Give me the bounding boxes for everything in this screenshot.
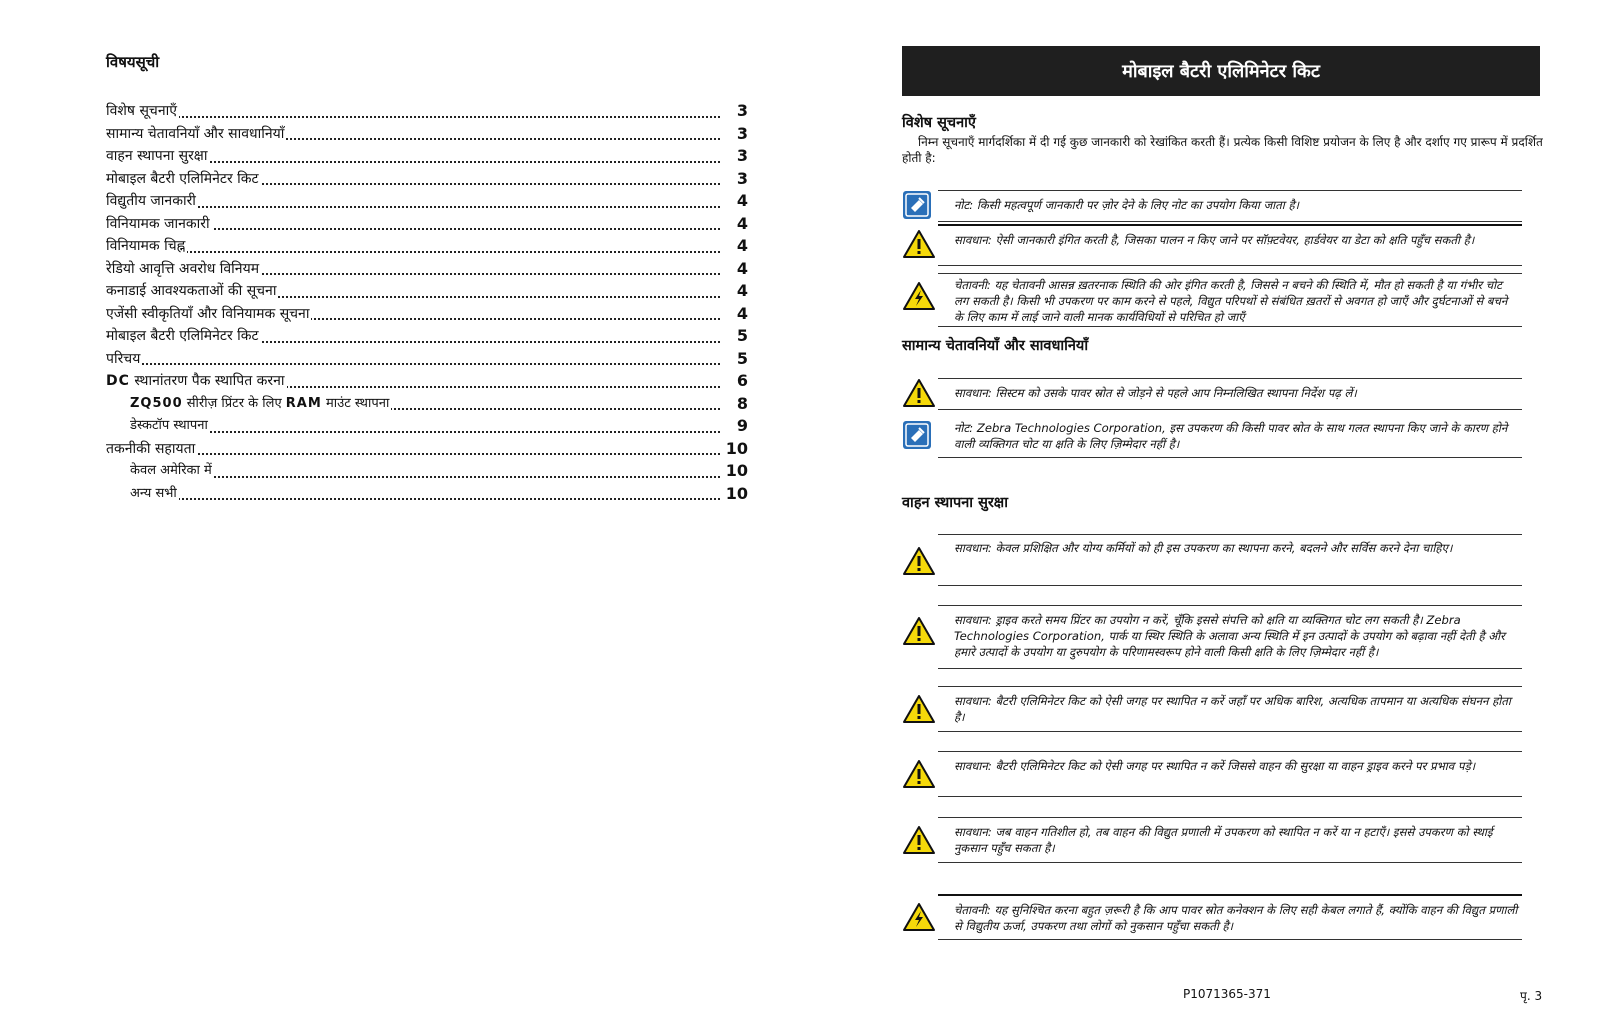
- toc-entry-label-en: DC: [106, 373, 130, 389]
- note-icon: [902, 420, 934, 450]
- notice-text: चेतावनी: यह चेतावनी आसन्न ख़तरनाक स्थिति की ओर इंगित करती है, जिससे न बचने की स्थिति में, मौत हो सकती है या गंभीर चोट लग सकती है। किसी भी उपकरण पर काम करने से पहले, विद्युत परिपथों से संबंधित ख़तरों से अवगत हो जाएँ और दुर्घटनाओं से बचने के लिए काम में लाई जाने वाली मानक कार्यविधियों से परिचित हो जाएँ: [938, 273, 1522, 327]
- toc-entry[interactable]: [106, 280, 748, 303]
- toc-entry-label: रेडियो आवृत्ति अवरोध विनियम: [106, 260, 260, 277]
- notice-caution: [902, 817, 1522, 863]
- toc-entry-label-hi: सीरीज़ प्रिंटर के लिए: [186, 395, 282, 411]
- notice-text: नोट: Zebra Technologies Corporation, इस उपकरण की किसी पावर स्रोत के साथ गलत स्थापना किए जाने के कारण होने वाली व्यक्तिगत चोट या क्षति के लिए ज़िम्मेदार नहीं है।: [938, 414, 1522, 458]
- toc-entry-label: परिचय: [106, 350, 141, 367]
- toc-entry[interactable]: [106, 438, 748, 461]
- toc-entry-label: विशेष सूचनाएँ: [106, 103, 177, 119]
- toc-entry[interactable]: [106, 325, 748, 348]
- toc-entry[interactable]: [106, 370, 748, 393]
- chapter-banner: मोबाइल बैटरी एलिमिनेटर किट: [902, 46, 1540, 96]
- toc-subentry[interactable]: [130, 483, 748, 506]
- toc-entry-label: मोबाइल बैटरी एलिमिनेटर किट: [106, 170, 259, 187]
- toc-entry[interactable]: [106, 258, 748, 281]
- notice-text: सावधान: बैटरी एलिमिनेटर किट को ऐसी जगह पर स्थापित न करें जिससे वाहन की सुरक्षा या वाहन ड्राइव करने पर प्रभाव पड़े।: [938, 751, 1522, 797]
- caution-icon: [902, 229, 934, 259]
- section-heading-special-notices: विशेष सूचनाएँ: [902, 115, 976, 131]
- notice-note: [902, 190, 1522, 222]
- section-heading-general-warnings: सामान्य चेतावनियाँ और सावधानियाँ: [902, 338, 1089, 354]
- toc-entry-page: 4: [735, 280, 748, 303]
- toc-entry-page: 4: [735, 258, 748, 281]
- toc-entry-label: विद्युतीय जानकारी: [106, 193, 196, 209]
- toc-entry-page: 6: [735, 370, 748, 393]
- toc-entry[interactable]: [106, 213, 748, 236]
- toc-entry-page: 3: [735, 145, 748, 168]
- toc-entry-page: 4: [735, 303, 748, 326]
- notice-note: [902, 414, 1522, 458]
- notice-caution: [902, 686, 1522, 732]
- notice-text: सावधान: सिस्टम को उसके पावर स्रोत से जोड़ने से पहले आप निम्नलिखित स्थापना निर्देश पढ़ लें।: [938, 378, 1522, 410]
- note-icon: [902, 190, 934, 220]
- page-number: पृ. 3: [1520, 989, 1543, 1003]
- toc-entry-page: 9: [735, 415, 748, 438]
- toc-entry-page: 10: [724, 460, 748, 483]
- electrical-warning-icon: [902, 902, 934, 932]
- notice-text: चेतावनी: यह सुनिश्चित करना बहुत ज़रूरी है कि आप पावर स्रोत कनेक्शन के लिए सही केबल लगाते हैं, क्योंकि वाहन की विद्युत प्रणाली से विद्युतीय ऊर्जा, उपकरण तथा लोगों को नुकसान पहुँचा सकती है।: [938, 894, 1522, 940]
- section-heading-vehicle-safety: वाहन स्थापना सुरक्षा: [902, 495, 1008, 511]
- toc-entry-label: तकनीकी सहायता: [106, 440, 196, 457]
- toc-entry-label: एजेंसी स्वीकृतियाँ और विनियामक सूचना: [106, 305, 310, 322]
- notice-text: सावधान: ड्राइव करते समय प्रिंटर का उपयोग न करें, चूँकि इससे संपत्ति को क्षति या व्यक्तिगत चोट लग सकती है। Zebra Technologies Corporation, पार्क या स्थिर स्थिति के अलावा अन्य स्थिति में इन उत्पादों के उपयोग को बढ़ावा नहीं देती है और हमारे उत्पादों के उपयोग या दुरुपयोग के परिणामस्वरूप होने वाली किसी क्षति के लिए ज़िम्मेदार नहीं है।: [938, 605, 1522, 669]
- toc-entry-page: 4: [735, 190, 748, 213]
- toc-entry-page: 4: [735, 235, 748, 258]
- toc-entry[interactable]: [106, 190, 748, 213]
- toc-entry-label-hi2: माउंट स्थापना: [325, 395, 390, 411]
- notice-caution: [902, 605, 1522, 669]
- notice-text: सावधान: जब वाहन गतिशील हो, तब वाहन की विद्युत प्रणाली में उपकरण को स्थापित न करें या न हटाएँ। इससे उपकरण को स्थाई नुकसान पहुँच सकता है।: [938, 817, 1522, 863]
- document-number: P1071365-371: [1183, 987, 1271, 1001]
- toc-entry-label-hi: स्थानांतरण पैक स्थापित करना: [134, 373, 285, 389]
- caution-icon: [902, 546, 934, 576]
- notice-text: सावधान: ऐसी जानकारी इंगित करती है, जिसका पालन न किए जाने पर सॉफ़्टवेयर, हार्डवेयर या डेटा को क्षति पहुँच सकती है।: [938, 224, 1522, 266]
- notice-caution: [902, 751, 1522, 797]
- notice-warning: [902, 894, 1522, 940]
- toc-entry-label: अन्य सभी: [130, 485, 177, 501]
- caution-icon: [902, 378, 934, 408]
- toc-entry[interactable]: [106, 168, 748, 191]
- toc-entry-label: केवल अमेरिका में: [130, 463, 212, 478]
- toc-subentry[interactable]: [130, 460, 748, 483]
- notice-caution: [902, 378, 1522, 410]
- toc-entry-page: 3: [735, 168, 748, 191]
- toc-entry-page: 3: [735, 123, 748, 146]
- notice-caution: [902, 224, 1522, 266]
- toc-entry[interactable]: [106, 303, 748, 326]
- toc-entry-page: 5: [735, 325, 748, 348]
- intro-paragraph: निम्न सूचनाएँ मार्गदर्शिका में दी गई कुछ जानकारी को रेखांकित करती हैं। प्रत्येक किसी विशिष्ट प्रयोजन के लिए है और दर्शाए गए प्रारूप में प्रदर्शित होती है:: [902, 135, 1543, 165]
- caution-icon: [902, 694, 934, 724]
- toc-entry-label: [106, 373, 287, 389]
- toc-entry-label: [130, 396, 391, 411]
- toc-entry-page: 10: [724, 483, 748, 506]
- toc-entry[interactable]: [106, 100, 748, 123]
- toc-entry-page: 5: [735, 348, 748, 371]
- toc-entry[interactable]: [106, 145, 748, 168]
- notice-warning: [902, 273, 1522, 327]
- toc-entry-label: विनियामक चिह्न: [106, 238, 186, 254]
- table-of-contents: [106, 100, 748, 505]
- toc-entry-label-en: ZQ500: [130, 395, 183, 411]
- caution-icon: [902, 616, 934, 646]
- toc-entry[interactable]: [106, 348, 748, 371]
- toc-entry-label: सामान्य चेतावनियाँ और सावधानियाँ: [106, 125, 285, 142]
- toc-entry-label: विनियामक जानकारी: [106, 215, 210, 232]
- toc-entry-page: 10: [724, 438, 748, 461]
- notice-text: सावधान: बैटरी एलिमिनेटर किट को ऐसी जगह पर स्थापित न करें जहाँ पर अधिक बारिश, अत्यधिक तापमान या अत्यधिक संघनन होता है।: [938, 686, 1522, 732]
- toc-entry[interactable]: [106, 235, 748, 258]
- toc-entry-label: मोबाइल बैटरी एलिमिनेटर किट: [106, 328, 259, 344]
- toc-subentry[interactable]: [130, 393, 748, 416]
- toc-entry-label: वाहन स्थापना सुरक्षा: [106, 148, 208, 164]
- toc-entry[interactable]: [106, 123, 748, 146]
- toc-entry-label-en2: RAM: [285, 395, 322, 411]
- toc-title: विषयसूची: [106, 53, 160, 71]
- toc-entry-label: कनाडाई आवश्यकताओं की सूचना: [106, 283, 277, 299]
- electrical-warning-icon: [902, 281, 934, 311]
- toc-entry-page: 4: [735, 213, 748, 236]
- notice-caution: [902, 534, 1522, 586]
- toc-subentry[interactable]: [130, 415, 748, 438]
- caution-icon: [902, 759, 934, 789]
- toc-entry-label: डेस्कटॉप स्थापना: [130, 418, 208, 433]
- toc-entry-page: 3: [735, 100, 748, 123]
- notice-text: सावधान: केवल प्रशिक्षित और योग्य कर्मियों को ही इस उपकरण का स्थापना करने, बदलने और सर्विस करने देना चाहिए।: [938, 534, 1522, 586]
- toc-entry-page: 8: [735, 393, 748, 416]
- caution-icon: [902, 825, 934, 855]
- notice-text: नोट: किसी महत्वपूर्ण जानकारी पर ज़ोर देने के लिए नोट का उपयोग किया जाता है।: [938, 190, 1522, 222]
